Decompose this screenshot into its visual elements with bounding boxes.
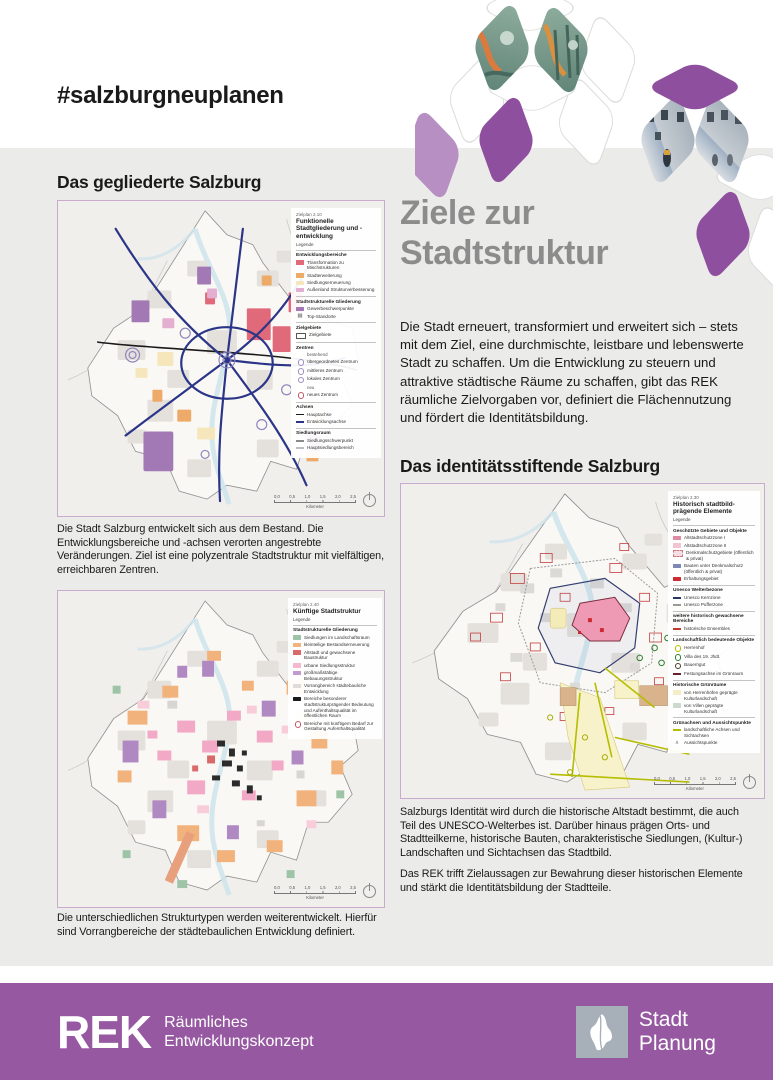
scale-tick: 2,0 [334,494,341,500]
footer-bar [0,983,773,1080]
legend-label: mittleres Zentrum [307,367,343,373]
caption-map1: Die Stadt Salzburg entwickelt sich aus dem Bestand. Die Entwicklungsbereiche und -achsen verorten angestrebte Veränderungen. Ziel ist eine polyzentrale Stadtstruktur mit vielfältigen, erreichbaren Zentren. [57,523,384,576]
legend-label: von Herrenhöfen geprägte Kulturlandschaft [684,689,738,701]
legend-row [296,287,376,293]
legend-label: Hauptsiedlungsbereich [307,445,354,451]
legend-label: Vorrangbereich städtebauliche Entwicklung [304,683,367,694]
legend-label: Unesco Pufferzone [684,602,723,608]
section-heading-identitaetsstiftendes-salzburg: Das identitätsstiftende Salzburg [400,456,661,476]
legend-section-header: Historische Grünräume [673,680,755,689]
legend-swatch [673,543,681,548]
legend-label: Bereiche besonderer stadtstrukturprägender Bedeutung und Aufenthaltsqualität im öffentlichen Raum [304,696,374,719]
compass-icon [363,494,376,507]
map2-plan-number: Zielplan 2.40 [293,602,319,607]
rek-wordmark [57,1005,314,1058]
legend-row [673,740,755,746]
scale-tick: 0,0 [274,885,280,891]
legend-label: Erhaltungsgebiet [684,576,719,582]
legend-swatch [673,703,681,708]
map3-legend-rows [673,525,755,746]
page-title-line1: Ziele zur [400,194,535,232]
legend-section-header: Zentren [296,342,376,351]
legend-swatch [296,273,304,278]
legend-swatch [296,440,304,442]
legend-swatch [298,359,305,366]
legend-swatch [675,645,682,652]
legend-row [673,576,755,582]
legend-swatch [295,721,302,728]
legend-label: Top-Standorte [307,313,336,319]
map2-scalebar [274,885,376,900]
legend-sublabel: neu [307,385,315,391]
legend-swatch [296,288,304,293]
legend-sublabel: bestehend [307,352,328,358]
legend-swatch [296,307,304,312]
legend-row [296,392,376,399]
legend-section-header: Unesco Welterbezone [673,585,755,594]
map-historische-elemente [400,483,765,799]
legend-label: großmaßstäbige Bebauungsstruktur [304,670,343,681]
legend-row [673,727,755,738]
legend-swatch [673,673,681,675]
scale-unit: Kilometer [306,504,324,509]
legend-label: Unesco Kernzone [684,594,721,600]
legend-swatch [298,392,305,399]
map1-legend-rows [296,250,376,451]
map2-legend-title: Künftige Stadtstruktur [293,608,361,615]
legend-label: Altstadt und gewachsene Baustruktur [304,649,356,661]
legend-swatch [298,368,305,375]
legend-section-header: Landschaftlich bedeutende Objekte [673,635,755,644]
legend-label: Entwicklungsachse [307,419,347,425]
legend-row [296,376,376,383]
caption-map3 [400,806,752,904]
scale-tick: 0,0 [654,776,660,782]
legend-row [293,696,377,719]
hashtag-title: #salzburgneuplanen [57,82,284,109]
legend-row [296,445,376,451]
legend-label: Villa des 19. Jhdt. [684,653,721,659]
legend-row [673,690,755,701]
legend-label: Hauptachse [307,411,332,417]
scale-tick: 1,0 [684,776,691,782]
scale-tick: 1,5 [319,494,326,500]
legend-row [296,260,376,271]
legend-swatch [673,729,681,731]
legend-row [673,703,755,714]
legend-row [293,650,377,661]
legend-label: Denkmalschutzgebiete (öffentlich & privat) [686,549,754,561]
scale-unit: Kilometer [306,895,324,900]
dept-line1: Stadt [638,1007,688,1031]
scale-tick: 1,5 [699,776,706,782]
legend-swatch [298,377,305,384]
section-heading-gegliedertes-salzburg: Das gegliederte Salzburg [57,172,262,192]
map3-legend-note: Legende [673,517,691,523]
map3-plan-number: Zielplan 2.30 [673,495,699,500]
map3-legend [668,491,760,753]
legend-swatch [293,684,301,689]
dept-line2: Planung [638,1031,716,1055]
legend-row [673,671,755,677]
scale-unit: Kilometer [686,786,704,791]
legend-label: Aussichtspunkte [684,740,718,746]
legend-label: Transformation zu Mischstrukturen [307,259,344,271]
legend-row [673,550,755,561]
legend-swatch [673,536,681,541]
legend-swatch: ▦ [297,313,303,320]
legend-label: Siedlungen im Landschaftsraum [304,634,370,640]
compass-icon [363,885,376,898]
rek-logo-text: REK [57,1005,152,1058]
scale-line [654,782,736,785]
legend-label: Zielgebiete [309,332,332,338]
legend-swatch [673,577,681,582]
scale-tick: 0,5 [289,885,296,891]
map3-legend-title: Historisch stadtbildprägende Elemente [673,501,735,516]
scale-tick: 1,0 [304,494,311,500]
map1-scalebar [274,494,376,509]
legend-swatch [673,550,683,557]
map-kuenftige-stadtstruktur [57,590,385,908]
legend-label: historische Ensembles [684,626,730,632]
legend-row [296,419,376,425]
legend-label: Bauerngut [684,662,706,668]
legend-swatch [296,414,304,416]
map2-legend [288,598,382,739]
legend-row [296,306,376,312]
legend-section-header: Stadtstrukturelle Gliederung [293,625,377,634]
map1-legend-title: Funktionelle Stadtgliederung und -entwicklung [296,218,363,240]
scale-line [274,500,356,503]
legend-swatch [296,333,306,340]
stadt-planung-logo-icon [576,1006,628,1058]
legend-swatch [673,597,681,599]
map1-legend [291,208,381,458]
map-funktionelle-stadtgliederung [57,200,385,517]
legend-label: Altstadtschutzzone I [684,535,726,541]
rek-subtitle-line2: Entwicklungskonzept [164,1032,314,1050]
scale-tick: 2,5 [350,494,356,500]
legend-label: Stadterweiterung [307,272,342,278]
legend-label: Gewerbeschwerpunkte [307,306,354,312]
legend-row [296,314,376,320]
legend-row [673,626,755,632]
legend-label: Bereiche mit künftigem Bedarf zur Gestaltung Aufenthaltsqualität [304,720,374,732]
legend-swatch [673,604,681,606]
legend-row [673,543,755,549]
legend-row [293,670,377,681]
legend-swatch [675,654,682,661]
legend-row [673,654,755,661]
legend-label: lokales Zentrum [307,376,340,382]
scale-tick: 0,0 [274,494,280,500]
legend-swatch [293,650,301,655]
page-title-line2: Stadtstruktur [400,234,609,272]
legend-label: urbane Siedlungsstruktur [304,662,356,668]
legend-row [293,635,377,641]
scale-tick: 2,5 [350,885,356,891]
legend-section-header: weitere historisch gewachsene Bereiche [673,611,755,625]
scale-tick: 1,5 [319,885,326,891]
legend-row [673,645,755,652]
legend-swatch [296,260,304,265]
legend-row [293,683,377,694]
scale-tick: 1,0 [304,885,311,891]
scale-tick: 0,5 [669,776,676,782]
legend-row [673,535,755,541]
stadt-planung-logo [576,1006,716,1058]
legend-label: von Villen geprägte Kulturlandschaft [684,702,724,714]
legend-label: Altstadtschutzzone II [684,542,727,548]
legend-row [293,663,377,669]
legend-row [673,662,755,669]
map2-legend-rows [293,625,377,732]
caption-map3-paragraph2: Das REK trifft Zielaussagen zur Bewahrung dieser historischen Elemente und stärkt die Identitätsbildung der Stadtteile. [400,868,743,894]
legend-swatch: ∧ [674,739,680,746]
legend-swatch [673,564,681,569]
legend-section-header: Achsen [296,402,376,411]
legend-section-header: Grünachsen und Aussichtspunkte [673,717,755,726]
legend-label: übergeordnetes Zentrum [307,358,358,364]
legend-row [296,438,376,444]
scale-tick: 2,0 [334,885,341,891]
legend-row [293,721,377,732]
legend-swatch [296,447,304,449]
legend-row [296,332,376,339]
caption-map2: Die unterschiedlichen Strukturtypen werden weiterentwickelt. Hierfür sind Vorrangbereiche der städtebaulichen Entwicklung definiert. [57,912,377,938]
caption-map3-paragraph1: Salzburgs Identität wird durch die historische Altstadt bestimmt, die auch Teil des UNESCO-Welterbes ist. Darüber hinaus prägen Orts- und Stadtteilkerne, historische Bauten, charakteristische Siedlungen, (Kultur-) Landschaften und Sichtachsen das Stadtbild. [400,806,743,859]
legend-row [296,359,376,366]
legend-label: landschaftliche Achsen und Sichtachsen [684,727,740,739]
legend-section-header: Geschützte Gebiete und Objekte [673,525,755,534]
legend-swatch [293,697,301,702]
map1-plan-number: Zielplan 2.10 [296,212,322,217]
legend-swatch [293,671,301,676]
legend-swatch [293,663,301,668]
legend-row [296,273,376,279]
legend-label: kleinteilige Bestandserneuerung [304,642,370,648]
rek-subtitle-line1: Räumliches [164,1013,248,1031]
map1-legend-note: Legende [296,241,314,247]
light-purple-cube-face [415,107,462,204]
legend-label: neues Zentrum [307,391,338,397]
legend-label: Herrenhof [684,644,705,650]
intro-paragraph: Die Stadt erneuert, transformiert und erweitert sich – stets mit dem Ziel, eine durchmischte, leistbare und lebenswerte Stadt zu schaffen. Um die Entwicklung zu steuern und attraktive städtische Räume zu schaffen, gibt das REK räumliche Zielvorgaben vor, definiert die Flächennutzung und fördert die Identitätsbildung. [400,319,744,426]
compass-icon [743,776,756,789]
legend-section-header: Entwicklungsbereiche [296,250,376,259]
scale-tick: 0,5 [289,494,296,500]
legend-row [673,595,755,601]
page-title [400,193,608,273]
legend-row [296,368,376,375]
legend-section-header: Zielgebiete [296,322,376,331]
legend-swatch [673,628,681,630]
legend-swatch [675,663,682,670]
map2-legend-note: Legende [293,616,311,622]
legend-row [293,642,377,648]
legend-label: Festungsachse im Grünraum [684,670,744,676]
legend-swatch [673,690,681,695]
map3-scalebar [654,776,756,791]
legend-swatch [293,635,301,640]
legend-row [296,280,376,286]
legend-label: Außenland Strukturverbesserung [307,287,375,293]
legend-label: Bauten unter Denkmalschutz (öffentlich & privat) [684,563,743,574]
legend-swatch [293,643,301,648]
legend-label: Siedlungserneuerung [307,280,351,286]
legend-row [673,602,755,608]
legend-section-header: Stadtstrukturelle Gliederung [296,296,376,305]
scale-line [274,891,356,894]
legend-swatch [296,421,304,423]
legend-swatch [296,281,304,286]
legend-label: Siedlungsschwerpunkt [307,437,353,443]
legend-section-header: Siedlungsraum [296,428,376,437]
legend-row [673,563,755,574]
scale-tick: 2,5 [730,776,736,782]
scale-tick: 2,0 [714,776,721,782]
legend-row [296,412,376,418]
